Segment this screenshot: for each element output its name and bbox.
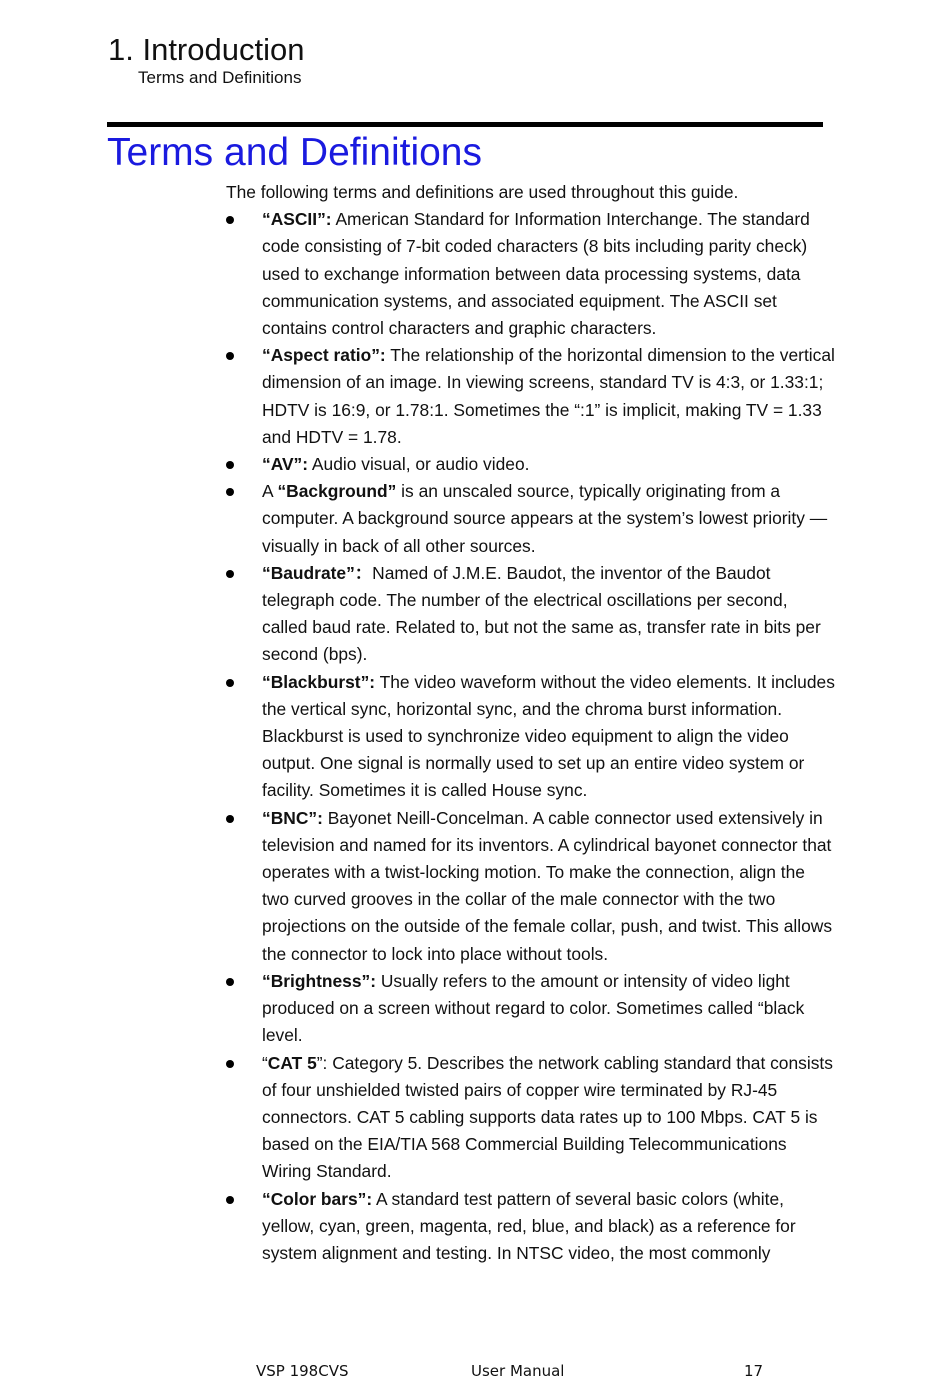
term-name: “Baudrate”：: [262, 562, 373, 583]
term-definition: Named of J.M.E. Baudot, the inventor of the Baudot telegraph code. The number of the electrical oscillations per second, called baud rate. Related to, but not the same as, transfer rate in bits per second (bps).: [262, 562, 821, 665]
bullet-icon: [226, 216, 234, 224]
bullet-icon: [226, 679, 234, 687]
terms-list: [226, 206, 836, 1267]
bullet-icon: [226, 978, 234, 986]
term-name: “Blackburst”:: [262, 671, 376, 692]
term-item: [226, 968, 836, 1050]
page-footer: [0, 1362, 950, 1384]
footer-page-number: 17: [744, 1362, 764, 1380]
term-definition: The video waveform without the video elements. It includes the vertical sync, horizontal sync, and the chroma burst information. Blackburst is used to synchronize video equipment to align the video output. One signal is normally used to set up an entire video system or facility. Sometimes it is called House sync.: [262, 671, 835, 801]
term-name: “Background”: [277, 481, 397, 502]
bullet-icon: [226, 570, 234, 578]
body-text: [226, 179, 836, 1267]
term-item: [226, 1050, 836, 1186]
term-name: “AV”:: [262, 454, 309, 475]
bullet-icon: [226, 352, 234, 360]
term-definition: American Standard for Information Interchange. The standard code consisting of 7-bit coded characters (8 bits including parity check) used to exchange information between data processing systems, data communication systems, and associated equipment. The ASCII set contains control characters and graphic characters.: [262, 209, 810, 339]
bullet-icon: [226, 1196, 234, 1204]
bullet-icon: [226, 1060, 234, 1068]
term-name: CAT 5: [267, 1052, 317, 1073]
bullet-icon: [226, 461, 234, 469]
term-item: [226, 669, 836, 805]
term-item: [226, 206, 836, 342]
term-item: [226, 560, 836, 669]
chapter-title: 1. Introduction: [108, 32, 305, 67]
term-item: [226, 1186, 836, 1268]
term-definition: Bayonet Neill-Concelman. A cable connector used extensively in television and named for its inventors. A cylindrical bayonet connector that operates with a twist-locking motion. To make the connection, align the two curved grooves in the collar of the male connector with the two projections on the outside of the female collar, push, and twist. This allows the connector to lock into place without tools.: [262, 807, 833, 964]
term-name: “Aspect ratio”:: [262, 345, 386, 366]
term-lead: A: [262, 481, 278, 502]
term-definition: is an unscaled source, typically originating from a computer. A background source appears at the system’s lowest priority — visually in back of all other sources.: [262, 481, 828, 556]
term-definition: A standard test pattern of several basic colors (white, yellow, cyan, green, magenta, red, blue, and black) as a reference for system alignment and testing. In NTSC video, the most commonly: [262, 1188, 796, 1263]
term-definition: ”: Category 5. Describes the network cabling standard that consists of four unshielded twisted pairs of copper wire terminated by RJ-45 connectors. CAT 5 cabling supports data rates up to 100 Mbps. CAT 5 is based on the EIA/TIA 568 Commercial Building Telecommunications Wiring Standard.: [262, 1052, 833, 1182]
term-name: “Color bars”:: [262, 1188, 373, 1209]
bullet-icon: [226, 815, 234, 823]
intro-paragraph: The following terms and definitions are used throughout this guide.: [226, 182, 739, 202]
term-definition: Usually refers to the amount or intensity of video light produced on a screen without regard to color. Sometimes called “black level.: [262, 970, 805, 1046]
footer-doc-title: User Manual: [471, 1362, 565, 1380]
term-definition: The relationship of the horizontal dimension to the vertical dimension of an image. In viewing screens, standard TV is 4:3, or 1.33:1; HDTV is 16:9, or 1.78:1. Sometimes the “:1” is implicit, making TV = 1.33 and HDTV = 1.78.: [262, 345, 835, 447]
chapter-subtitle: Terms and Definitions: [138, 68, 302, 87]
term-name: “BNC”:: [262, 807, 323, 828]
term-lead: “: [262, 1052, 268, 1073]
term-item: [226, 342, 836, 451]
term-name: “ASCII”:: [262, 209, 332, 230]
footer-product: VSP 198CVS: [256, 1362, 349, 1380]
section-rule: [107, 122, 823, 127]
term-item: [226, 805, 836, 968]
term-definition: Audio visual, or audio video.: [308, 454, 530, 475]
term-item: [226, 478, 836, 560]
term-item: [226, 451, 836, 478]
bullet-icon: [226, 488, 234, 496]
section-title: Terms and Definitions: [107, 131, 482, 174]
term-name: “Brightness”:: [262, 970, 377, 991]
